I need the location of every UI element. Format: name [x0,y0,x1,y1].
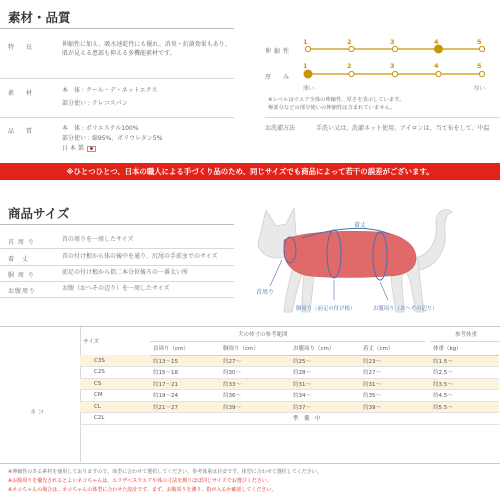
size-guide-text: 首の付け根から体の後中を通り、尻尾の手前までのサイズ [62,253,218,260]
table-cell: CL [80,401,150,413]
care-label: お洗濯方法 [265,125,296,132]
header-cell: 胴周り（cm） [220,342,290,355]
table-category: ネ コ [30,409,44,416]
table-cell: 約17〜21 [150,378,220,390]
materials-title: 素材・品質 [8,10,71,25]
table-cell: 約23〜 [360,355,430,367]
divider [0,265,234,266]
diagram-label-belly: お腹周り（おへその辺り） [373,306,438,312]
table-cell: CM [80,390,150,402]
header-cell: 首周り（cm） [150,342,220,355]
scale-high-word: 厚い [474,86,486,92]
japan-flag-icon [87,146,96,152]
scale-marker [479,46,484,51]
scale-number: 4 [434,62,439,70]
table-cell: 約25〜 [290,355,360,367]
care-text: 手洗い又は、洗濯ネット使用。アイロンは、当て布をして、中温 [316,125,490,132]
neck-leader [270,260,282,286]
footnote: ※ネコちゃんの場合は、ネコちゃんの体型に合わせた設計です。まず、お腹周りを測り、指が入るか確認してください。 [8,487,277,493]
table-cell: C2S [80,367,150,379]
scale-number: 5 [477,38,482,46]
table-row [80,378,499,390]
size-guide-text: お腹（おへその辺り）を一周したサイズ [62,285,170,292]
diagram-label-chest: 胴周り（前足の付け根） [296,306,356,312]
divider [0,281,234,282]
table-cell: CS [80,378,150,390]
size-guide-label: 着 丈 [8,256,30,263]
divider [0,326,500,327]
table-cell: 約1.5〜 [430,355,499,367]
divider [0,297,234,298]
scale-number: 1 [303,38,308,46]
table-cell: 準 備 中 [290,413,360,425]
size-guide-label: 首 周 り [8,239,35,246]
table-cell [220,413,290,425]
table-cell: 約30〜 [220,367,290,379]
notice-banner: ※ひとつひとつ、日本の職人による手づくり品のため、同じサイズでも商品によって若干の誤差がございます。 [0,163,500,180]
table-cell: 約21〜27 [150,401,220,413]
scale-note: ※レベルはウエア全体の伸縮性、厚さを表示しています。 極部分などの部分使いの伸縮性は含まれていません。 [268,97,405,111]
table-cell: 約13〜15 [150,355,220,367]
divider [0,224,234,225]
table-cell: 約27〜 [360,367,430,379]
materials-row-label: 素 材 [8,90,36,97]
scale-marker [479,71,484,76]
size-guide-label: 胴 周 り [8,272,35,279]
table-cell: 約39〜 [220,401,290,413]
scale-marker-selected [304,70,312,78]
table-group-header: 犬の体寸の参考範囲 [238,332,288,338]
divider [0,28,234,29]
size-title: 商品サイズ [8,206,70,221]
table-cell: 約28〜 [290,367,360,379]
table-row [80,355,499,367]
divider [0,78,234,79]
scale-number: 4 [434,38,439,46]
header-cell: お腹周り（cm） [290,342,360,355]
table-cell: 約19〜24 [150,390,220,402]
divider [0,248,234,249]
table-header-row [80,342,499,355]
table-cell: 約5.5〜 [430,401,499,413]
footnote: ※お腹周りを優先されるとよいネコちゃんは、エリザベスウエアや体の寸法を測りほぼ同じサイズでお選びください。 [8,478,272,484]
divider [0,463,500,464]
belly-leader [380,282,388,300]
table-cell: 約36〜 [220,390,290,402]
scale-marker-selected [435,45,443,53]
header-cell: 体重（kg） [430,342,499,355]
header-cell: サイズ [83,338,100,345]
materials-row-text: 伸縮性に加え、吸水速乾性にも優れ、消臭・抗菌効果もあり、 肌が見える患部も抑える多機能素材です。 [62,41,231,57]
table-ref-header: 参考体重 [455,332,478,338]
scale-number: 1 [303,62,308,70]
scale-marker [436,71,441,76]
footnote: ※伸縮性のある素材を使用しておりますので、体型に合わせて選択してください。参考体重は目安です。体型に合わせて選択してください。 [8,469,322,475]
table-cell [150,413,220,425]
materials-row-text: 本 体 : ポリエステル100% 部分使い : 綿95%、ポリウレタン5% 日 本 製 [62,125,163,152]
materials-row-label: 品 質 [8,128,36,135]
size-table [80,338,499,425]
scale-marker [349,46,354,51]
size-guide-text: 前足の付け根から指二本分位後ろの一番太い所 [62,269,189,276]
stretch-scale-label: 伸縮性 [265,48,293,55]
table-cell: C2L [80,413,150,425]
scale-marker [349,71,354,76]
materials-row-text: 本 体 : クール・デ・ネットエクス 部分使い : テレコスパン [62,87,158,107]
table-cell: 約27〜 [220,355,290,367]
table-cell: 約3.5〜 [430,378,499,390]
scale-number: 3 [390,62,395,70]
scale-low-word: 薄い [303,86,315,92]
table-row [80,413,499,425]
thickness-scale-label: 厚 み [265,74,293,81]
scale-marker [392,46,397,51]
size-guide-text: 首の周りを一周したサイズ [62,236,134,243]
table-row [80,367,499,379]
scale-number: 2 [347,62,352,70]
scale-number: 2 [347,38,352,46]
table-cell: 約35〜 [360,390,430,402]
table-cell: 約4.5〜 [430,390,499,402]
table-cell: 約34〜 [290,390,360,402]
cat-diagram [240,188,498,320]
table-cell: 約33〜 [220,378,290,390]
table-cell [430,413,499,425]
table-cell: 約15〜18 [150,367,220,379]
scale-marker [305,46,310,51]
table-cell: 約31〜 [290,378,360,390]
diagram-label-length: 着丈 [354,222,367,229]
table-cell: C3S [80,355,150,367]
table-cell: 約37〜 [290,401,360,413]
scale-marker [392,71,397,76]
scale-chart [300,36,490,96]
scale-number: 3 [390,38,395,46]
diagram-label-neck: 首周り [256,289,275,296]
scale-number: 5 [477,62,482,70]
divider [265,117,500,118]
table-row [80,390,499,402]
divider [0,117,234,118]
header-cell: 着丈（cm） [360,342,430,355]
table-cell: 約31〜 [360,378,430,390]
garment-shape [284,231,416,277]
table-cell: 約2.5〜 [430,367,499,379]
table-cell: 約39〜 [360,401,430,413]
materials-row-label: 特 長 [8,44,36,51]
size-guide-label: お腹周り [8,288,37,295]
table-cell [360,413,430,425]
table-row [80,401,499,413]
